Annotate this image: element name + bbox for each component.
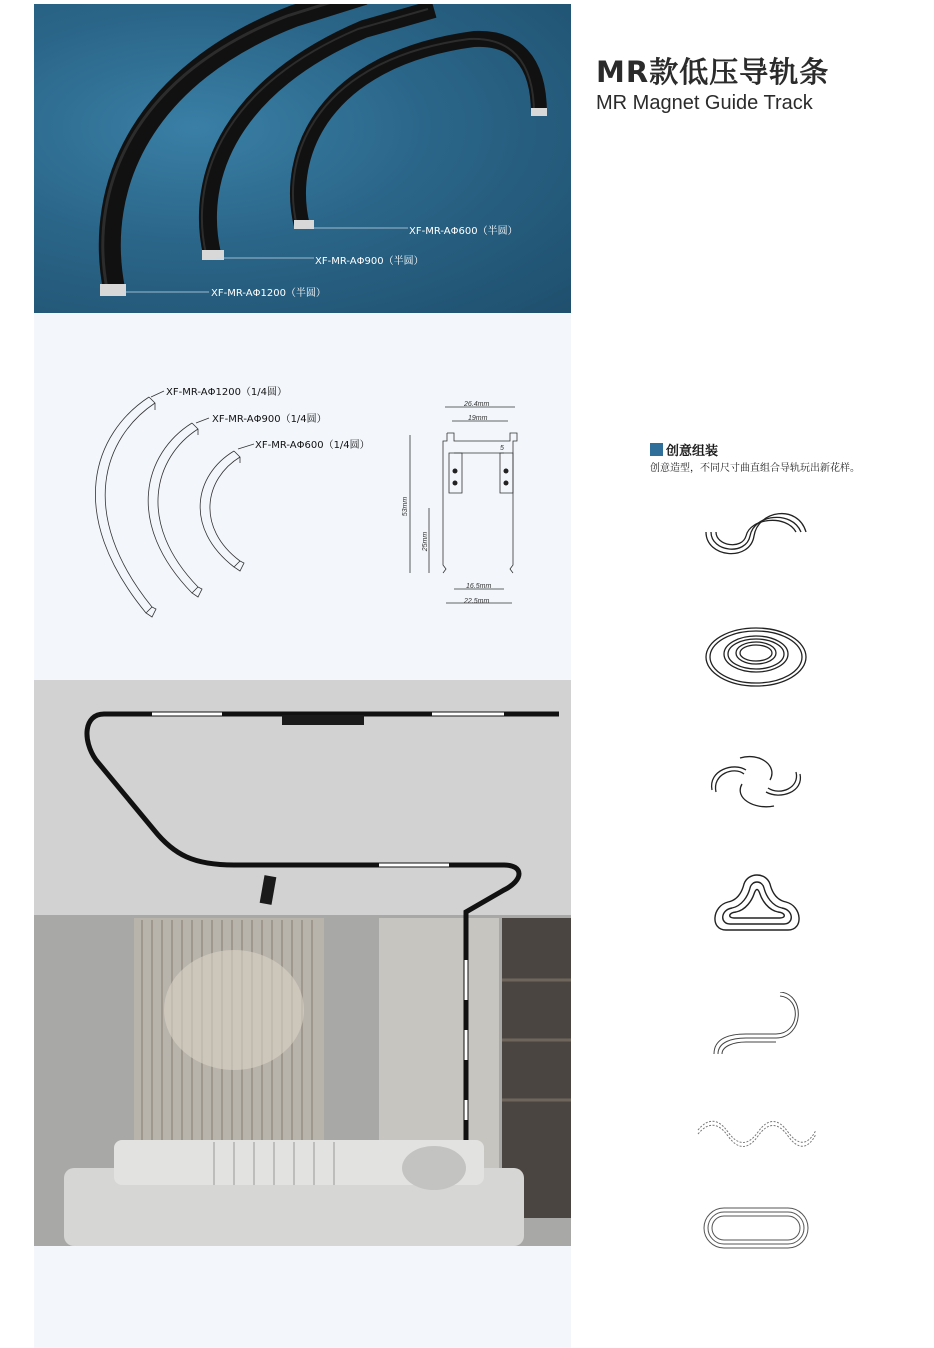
page-title-en: MR Magnet Guide Track bbox=[596, 92, 813, 114]
curved-tracks-illustration bbox=[34, 4, 571, 313]
dimension-height: 53mm bbox=[402, 496, 410, 517]
dimension-small: 5 bbox=[500, 445, 504, 452]
pinwheel-arcs-icon bbox=[704, 750, 808, 812]
concentric-rings-icon bbox=[702, 624, 810, 690]
hook-curve-icon bbox=[710, 992, 802, 1058]
wave-line-icon bbox=[694, 1116, 820, 1150]
trefoil-loop-icon bbox=[712, 870, 802, 936]
drawing-label-1200: XF-MR-AΦ1200（1/4圆） bbox=[166, 387, 288, 398]
dimension-bottom-width: 22.5mm bbox=[464, 598, 490, 605]
drawing-label-600: XF-MR-AΦ600（1/4圆） bbox=[255, 440, 370, 451]
hero-product-photo bbox=[34, 4, 571, 313]
hero-label-900: XF-MR-AΦ900（半圆） bbox=[315, 256, 424, 267]
creative-section-title: 创意组装 bbox=[666, 444, 719, 459]
accent-square-icon bbox=[650, 443, 663, 456]
creative-section-description: 创意造型，不同尺寸曲直组合导轨玩出新花样。 bbox=[650, 463, 860, 474]
s-curve-icon bbox=[700, 500, 812, 566]
quarter-arc-and-profile-drawing bbox=[34, 313, 571, 680]
stadium-loop-icon bbox=[702, 1206, 810, 1250]
drawing-label-900: XF-MR-AΦ900（1/4圆） bbox=[212, 414, 327, 425]
page-title-cn: MR款低压导轨条 bbox=[596, 55, 830, 89]
dimension-top-width: 26.4mm bbox=[464, 401, 490, 408]
dimension-mid-height: 25mm bbox=[422, 531, 430, 552]
creative-section-header bbox=[650, 440, 718, 459]
living-room-illustration bbox=[34, 680, 571, 1246]
hero-label-600: XF-MR-AΦ600（半圆） bbox=[409, 226, 518, 237]
dimension-inner-width: 19mm bbox=[468, 415, 488, 422]
dimension-bottom-inner: 16.5mm bbox=[466, 583, 492, 590]
technical-drawings bbox=[34, 313, 571, 680]
hero-label-1200: XF-MR-AΦ1200（半圆） bbox=[211, 288, 326, 299]
interior-scene-photo bbox=[34, 680, 571, 1246]
